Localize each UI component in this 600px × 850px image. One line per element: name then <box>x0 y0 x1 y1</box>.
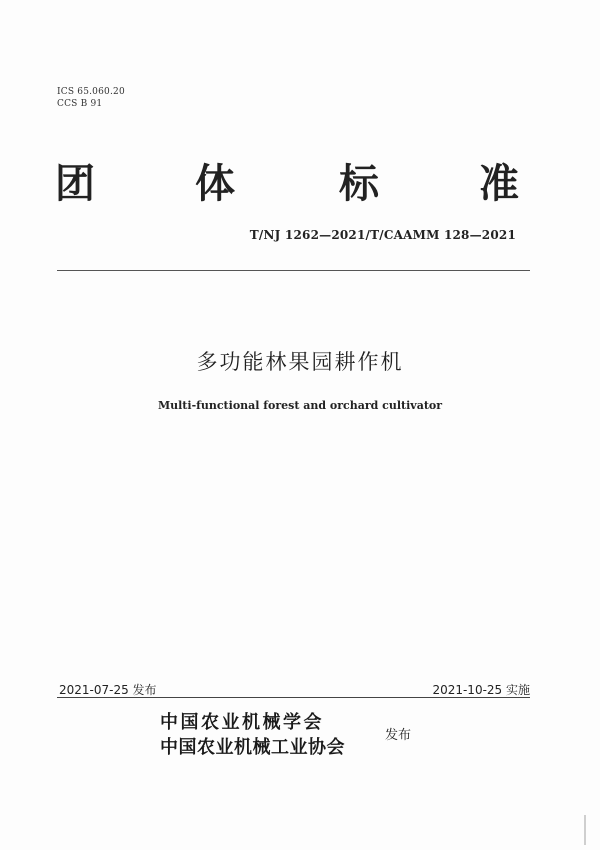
ics-code: ICS 65.060.20 <box>57 87 125 97</box>
classification-codes <box>57 86 125 110</box>
publisher-org-1: 中国农业机械学会 <box>160 712 324 733</box>
publish-date: 2021-07-25 发布 <box>59 683 157 697</box>
doc-type-char-1: 团 <box>55 161 95 207</box>
standard-number: T/NJ 1262—2021/T/CAAMM 128—2021 <box>249 228 516 242</box>
header-divider <box>57 270 530 271</box>
title-english: Multi-functional forest and orchard cultivator <box>157 399 443 412</box>
publish-label: 发布 <box>385 728 412 743</box>
publisher-organizations <box>160 710 345 760</box>
doc-type-char-3: 标 <box>339 161 379 207</box>
date-row <box>57 681 530 697</box>
footer-divider <box>57 697 530 698</box>
title-chinese: 多功能林果园耕作机 <box>196 350 404 374</box>
doc-type-char-4: 准 <box>479 161 519 207</box>
doc-type-char-2: 体 <box>195 161 235 207</box>
publisher-org-2: 中国农业机械工业协会 <box>160 737 345 758</box>
ccs-code: CCS B 91 <box>57 99 103 109</box>
document-type-heading <box>55 158 535 214</box>
scan-edge-mark <box>584 815 586 845</box>
implement-date: 2021-10-25 实施 <box>432 683 530 697</box>
